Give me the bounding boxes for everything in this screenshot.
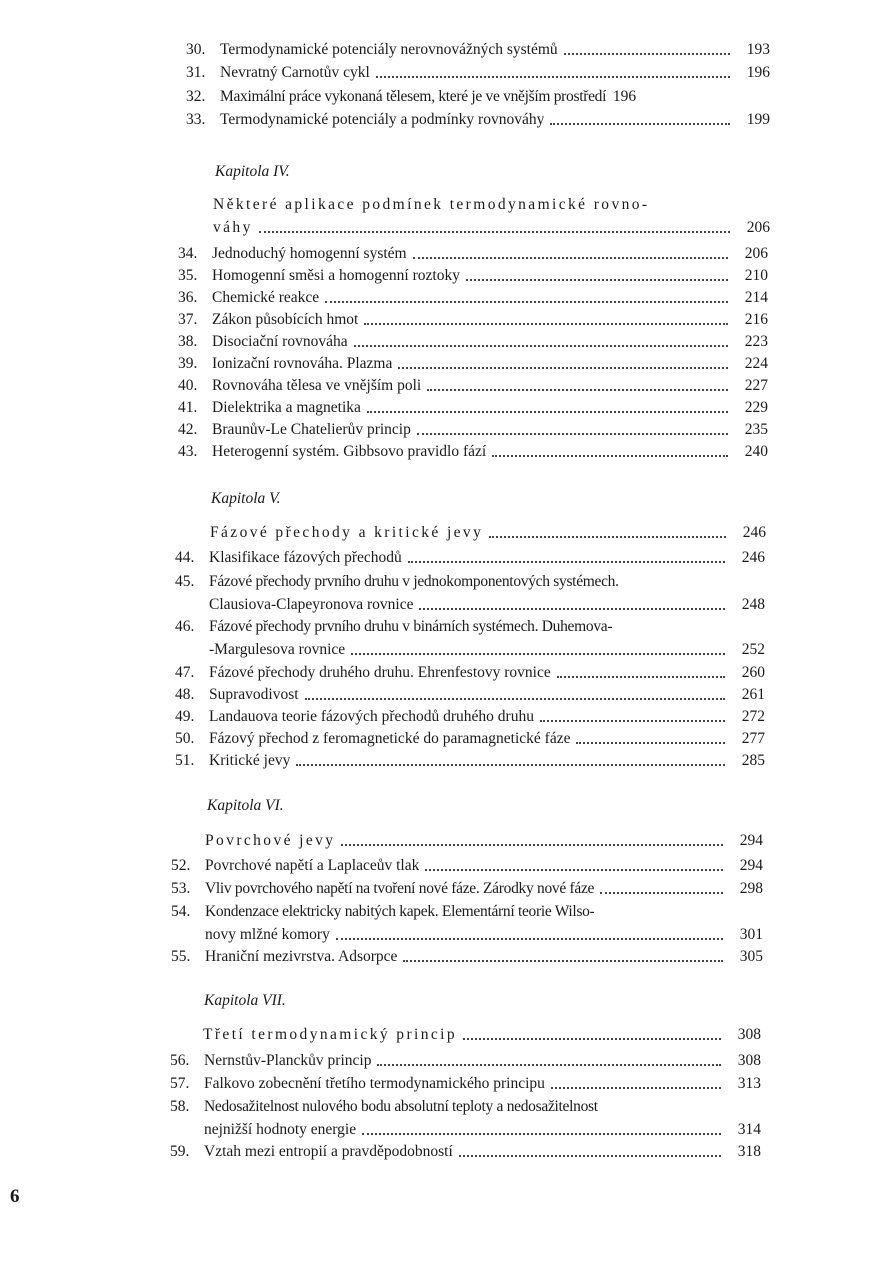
section-title: Třetí termodynamický princip [203,1026,458,1043]
entry-page: 313 [737,1075,761,1092]
entry-number: 44. [175,549,195,566]
entry-page: 260 [741,664,765,681]
entry-page: 294 [739,857,763,874]
entry-number: 41. [178,399,198,416]
entry-title: Heterogenní systém. Gibbsovo pravidlo fází [212,443,487,460]
entry-number: 48. [175,686,195,703]
entry-page: 206 [744,245,768,262]
leader-dots [408,560,725,563]
entry-title: Fázové přechody druhého druhu. Ehrenfestovy rovnice [209,664,551,681]
section-page: 308 [737,1026,761,1043]
toc-entry [170,1142,761,1162]
toc-entry [178,420,768,440]
entry-title: Klasifikace fázových přechodů [209,549,402,566]
entry-number: 33. [186,111,206,128]
entry-page: 272 [741,708,765,725]
entry-number: 38. [178,333,198,350]
toc-entry [178,398,768,418]
entry-page: 285 [741,752,765,769]
entry-number: 30. [186,41,206,58]
entry-number: 57. [170,1075,190,1092]
leader-dots [377,1063,721,1066]
entry-title: Povrchové napětí a Laplaceův tlak [205,857,420,874]
entry-number: 58. [170,1098,190,1115]
toc-entry [175,751,765,771]
page-number: 6 [10,1186,20,1207]
toc-entry [178,442,768,462]
entry-title: Falkovo zobecnění třetího termodynamického principu [204,1075,545,1092]
toc-entry [171,947,763,967]
entry-number: 42. [178,421,198,438]
toc-entry [186,87,770,107]
leader-dots [489,535,726,538]
toc-entry [171,856,763,876]
entry-page: 196 [746,64,770,81]
entry-title-cont: nejnižší hodnoty energie [204,1121,357,1138]
leader-dots [305,697,725,700]
entry-title: Fázové přechody prvního druhu v jednokomponentových systémech. [209,573,619,590]
entry-number: 53. [171,880,191,897]
entry-page: 199 [746,111,770,128]
toc-entry [178,244,768,264]
leader-dots [354,344,728,347]
entry-page: 196 [612,88,637,105]
leader-dots [362,1132,721,1135]
section-page: 246 [742,524,766,541]
toc-entry [178,354,768,374]
toc-entry [175,685,765,705]
leader-dots [419,607,725,610]
entry-title: Vliv povrchového napětí na tvoření nové fáze. Zárodky nové fáze [205,880,595,897]
entry-title: Disociační rovnováha [212,333,348,350]
leader-dots [459,1154,721,1157]
section-title: Povrchové jevy [205,832,336,849]
section-title-line [210,523,766,543]
chapter-heading: Kapitola V. [211,490,281,507]
leader-dots [564,52,730,55]
entry-title: Maximální práce vykonaná tělesem, které je ve vnějším prostředí [220,88,607,105]
leader-dots [325,300,728,303]
toc-entry-cont [209,640,765,660]
leader-dots [341,843,723,846]
entry-title: Fázový přechod z feromagnetické do paramagnetické fáze [209,730,571,747]
entry-page: 235 [744,421,768,438]
entry-number: 36. [178,289,198,306]
entry-page: 318 [737,1143,761,1160]
entry-title: Nedosažitelnost nulového bodu absolutní teploty a nedosažitelnost [204,1098,598,1115]
entry-title: Fázové přechody prvního druhu v binárních systémech. Duhemova- [209,618,613,635]
leader-dots [364,322,728,325]
section-title-line [205,831,763,851]
entry-number: 43. [178,443,198,460]
entry-page: 240 [744,443,768,460]
entry-page: 305 [739,948,763,965]
entry-number: 34. [178,245,198,262]
toc-entry [175,663,765,683]
entry-title: Kritické jevy [209,752,291,769]
entry-title: Vztah mezi entropií a pravděpodobností [204,1143,453,1160]
entry-title-cont: Clausiova-Clapeyronova rovnice [209,596,414,613]
entry-page: 314 [737,1121,761,1138]
leader-dots [398,366,728,369]
entry-number: 56. [170,1052,190,1069]
entry-page: 252 [741,641,765,658]
leader-dots [413,256,728,259]
entry-title: Ionizační rovnováha. Plazma [212,355,393,372]
section-title: Fázové přechody a kritické jevy [210,524,484,541]
entry-page: 210 [744,267,768,284]
leader-dots [336,937,723,940]
leader-dots [557,675,725,678]
section-page: 294 [739,832,763,849]
section-title: Některé aplikace podmínek termodynamické rovno- [213,196,650,213]
leader-dots [600,891,723,894]
toc-entry [178,376,768,396]
toc-entry-cont [209,595,765,615]
entry-number: 31. [186,64,206,81]
entry-title: Zákon působících hmot [212,311,359,328]
entry-title: Dielektrika a magnetika [212,399,361,416]
entry-number: 37. [178,311,198,328]
entry-title: Supravodivost [209,686,299,703]
chapter-heading: Kapitola IV. [215,163,290,180]
leader-dots [403,959,723,962]
toc-entry [178,310,768,330]
leader-dots [551,1086,721,1089]
entry-number: 52. [171,857,191,874]
section-page: 206 [746,219,770,236]
entry-title: Landauova teorie fázových přechodů druhého druhu [209,708,534,725]
entry-page: 308 [737,1052,761,1069]
entry-title: Jednoduchý homogenní systém [212,245,407,262]
entry-number: 39. [178,355,198,372]
entry-title-cont: novy mlžné komory [205,926,330,943]
toc-entry [186,63,770,83]
leader-dots [466,278,728,281]
leader-dots [576,741,725,744]
toc-entry [175,707,765,727]
leader-dots [492,454,728,457]
entry-page: 248 [741,596,765,613]
leader-dots [296,763,725,766]
entry-number: 35. [178,267,198,284]
leader-dots [550,122,730,125]
entry-title: Kondenzace elektricky nabitých kapek. Elementární teorie Wilso- [205,903,595,920]
chapter-heading: Kapitola VI. [207,797,284,814]
entry-page: 261 [741,686,765,703]
entry-title: Homogenní směsi a homogenní roztoky [212,267,460,284]
toc-entry [175,617,765,637]
entry-number: 55. [171,948,191,965]
entry-title: Braunův-Le Chatelierův princip [212,421,411,438]
leader-dots [463,1037,721,1040]
leader-dots [540,719,725,722]
toc-entry [175,548,765,568]
leader-dots [351,652,725,655]
toc-entry [171,879,763,899]
chapter-heading: Kapitola VII. [204,992,286,1009]
entry-page: 229 [744,399,768,416]
entry-page: 227 [744,377,768,394]
leader-dots [259,230,730,233]
toc-entry-cont [204,1120,761,1140]
entry-page: 223 [744,333,768,350]
section-title-cont: váhy [213,219,253,236]
entry-page: 246 [741,549,765,566]
entry-title: Termodynamické potenciály nerovnovážných systémů [220,41,558,58]
entry-title: Hraniční mezivrstva. Adsorpce [205,948,398,965]
entry-title: Rovnováha tělesa ve vnějším poli [212,377,422,394]
entry-page: 298 [739,880,763,897]
entry-title: Nevratný Carnotův cykl [220,64,370,81]
entry-page: 224 [744,355,768,372]
toc-entry [186,110,770,130]
entry-title-cont: -Margulesova rovnice [209,641,346,658]
entry-page: 277 [741,730,765,747]
toc-entry [178,332,768,352]
entry-number: 46. [175,618,195,635]
entry-title: Nernstův-Planckův princip [204,1052,372,1069]
entry-page: 301 [739,926,763,943]
entry-title: Chemické reakce [212,289,320,306]
entry-number: 49. [175,708,195,725]
leader-dots [417,432,728,435]
toc-entry-cont [205,925,763,945]
toc-entry [170,1097,761,1117]
leader-dots [367,410,728,413]
leader-dots [425,868,723,871]
toc-entry [170,1074,761,1094]
entry-page: 193 [746,41,770,58]
toc-entry [178,266,768,286]
entry-page: 214 [744,289,768,306]
entry-number: 32. [186,88,206,105]
entry-number: 51. [175,752,195,769]
entry-title: Termodynamické potenciály a podmínky rovnováhy [220,111,545,128]
toc-entry [170,1051,761,1071]
toc-entry [175,572,765,592]
entry-number: 45. [175,573,195,590]
entry-page: 216 [744,311,768,328]
toc-entry [178,288,768,308]
toc-entry [175,729,765,749]
entry-number: 54. [171,903,191,920]
entry-number: 59. [170,1143,190,1160]
entry-number: 50. [175,730,195,747]
toc-entry [171,902,763,922]
entry-number: 40. [178,377,198,394]
entry-number: 47. [175,664,195,681]
leader-dots [427,388,728,391]
section-title-line [203,1025,761,1045]
leader-dots [376,75,730,78]
toc-entry [186,40,770,60]
section-title-line [213,218,770,238]
